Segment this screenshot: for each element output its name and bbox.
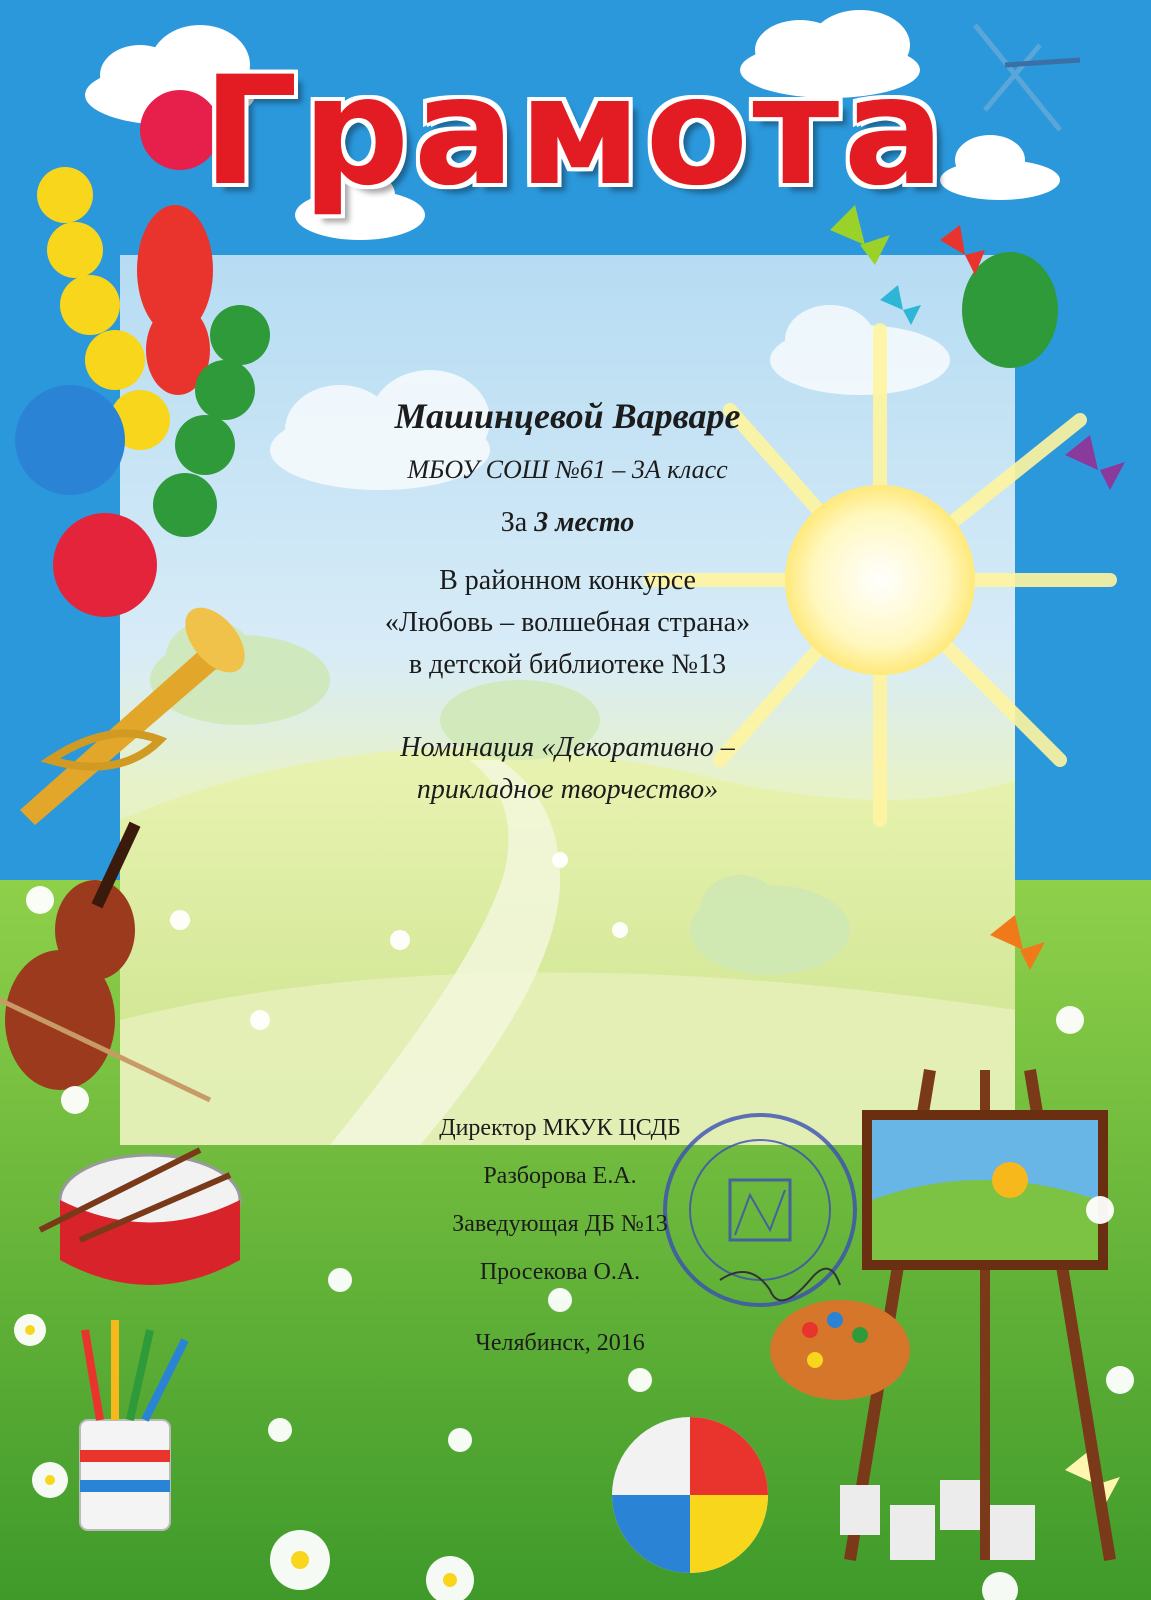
award-prefix: За <box>500 507 528 538</box>
contest-line-2: «Любовь – волшебная страна» <box>384 607 751 638</box>
head-name: Просекова О.А. <box>479 1259 641 1285</box>
director-name: Разборова Е.А. <box>483 1163 637 1189</box>
award-line <box>120 507 1015 539</box>
contest-line-3: в детской библиотеке №13 <box>408 649 727 680</box>
place-date: Челябинск, 2016 <box>475 1330 645 1356</box>
contest-line-1: В районном конкурсе <box>439 565 696 596</box>
ball-illustration <box>612 1417 768 1573</box>
nomination-line-1: Номинация «Декоративно – <box>400 732 735 763</box>
head-title: Заведующая ДБ №13 <box>452 1211 668 1237</box>
certificate-text <box>120 255 1015 1145</box>
recipient-name: Машинцевой Варваре <box>394 396 741 436</box>
award-place: 3 место <box>534 507 635 538</box>
school-class: МБОУ СОШ №61 – 3А класс <box>407 455 728 484</box>
certificate-title: Грамота <box>202 45 949 219</box>
nomination-line-2: прикладное творчество» <box>416 774 719 805</box>
director-title: Директор МКУК ЦСДБ <box>439 1115 681 1141</box>
